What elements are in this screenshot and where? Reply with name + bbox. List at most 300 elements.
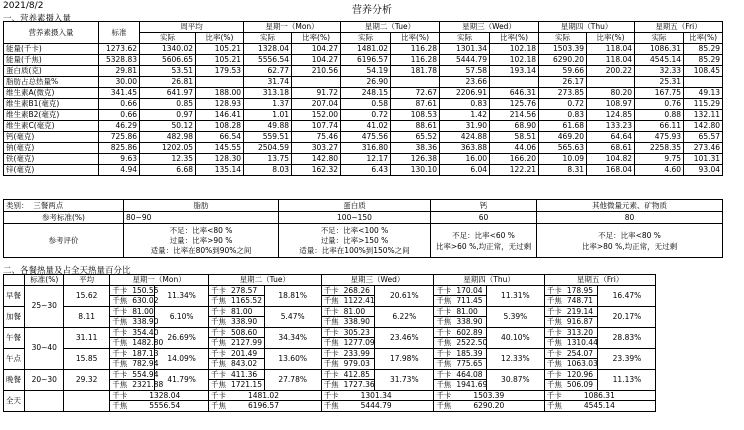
kj-value <box>544 338 598 349</box>
kcal-number: 602.89 <box>456 327 483 337</box>
actual-value: 248.15 <box>341 88 391 99</box>
unit-kj: 千焦 <box>546 401 562 410</box>
kcal-number: 1301.34 <box>360 390 392 400</box>
kj-number: 2321.88 <box>132 380 164 389</box>
kj-number: 1063.03 <box>566 359 598 368</box>
unit-kj: 千焦 <box>436 359 452 368</box>
ratio-value: 116.28 <box>391 44 440 55</box>
other-minerals-header: 其他微量元素、矿物质 <box>537 200 723 212</box>
kj-number: 1277.09 <box>343 338 375 347</box>
unit-kj: 千焦 <box>546 317 562 326</box>
ratio-value: 116.28 <box>391 55 440 66</box>
ratio-value: 188.00 <box>196 88 244 99</box>
unit-kcal: 千卡 <box>436 285 452 295</box>
standard-value: 46.29 <box>99 121 140 132</box>
actual-value: 0.97 <box>140 110 196 121</box>
kcal-number: 185.39 <box>456 348 483 358</box>
kj-number: 338.90 <box>132 317 159 326</box>
nutrient-name: 维生素C(毫克) <box>4 121 99 132</box>
kj-value <box>434 317 487 328</box>
standard-value: 5328.83 <box>99 55 140 66</box>
meal-header <box>4 275 25 286</box>
actual-value: 1202.05 <box>140 143 196 154</box>
actual-value: 0.72 <box>539 99 587 110</box>
unit-kj: 千焦 <box>210 359 226 368</box>
ratio-value: 72.67 <box>391 88 440 99</box>
evaluation-meal: 不足：比率<80 % 过量：比率>90 % 适量：比率在80%到90%之间 <box>124 224 279 258</box>
table-row <box>4 348 722 359</box>
actual-value: 23.66 <box>440 77 490 88</box>
kcal-value <box>110 348 159 359</box>
table-row <box>4 154 723 165</box>
standard-header: 标准 <box>99 22 140 44</box>
meal-average: 15.62 <box>64 285 110 306</box>
kcal-value <box>321 348 375 359</box>
percent-value: 6.10% <box>155 306 209 327</box>
table-row <box>4 285 722 296</box>
ratio-value <box>684 77 723 88</box>
nutrient-name: 钙(毫克) <box>4 132 99 143</box>
ratio-value: 85.29 <box>684 55 723 66</box>
unit-kj: 千焦 <box>546 380 562 389</box>
table-header-row <box>4 275 722 286</box>
kj-value <box>110 380 164 391</box>
actual-value: 5606.65 <box>140 55 196 66</box>
unit-kcal: 千卡 <box>112 390 128 400</box>
kcal-number: 81.00 <box>132 306 154 316</box>
ratio-value: 145.55 <box>196 143 244 154</box>
meal-average: 31.11 <box>64 327 110 348</box>
meal-average: 29.32 <box>64 369 110 390</box>
ratio-value: 105.21 <box>196 55 244 66</box>
reference-protein: 100~150 <box>279 212 431 224</box>
table-row <box>4 165 723 176</box>
unit-kj: 千焦 <box>112 380 128 389</box>
table-row <box>4 110 723 121</box>
nutrient-name: 维生素A(微克) <box>4 88 99 99</box>
calcium-header: 钙 <box>431 200 537 212</box>
ratio-value: 104.82 <box>587 154 635 165</box>
actual-value: 50.12 <box>140 121 196 132</box>
ratio-value: 38.36 <box>391 143 440 154</box>
unit-kcal: 千卡 <box>112 285 128 295</box>
ratio-value: 168.04 <box>587 165 635 176</box>
actual-value: 1328.04 <box>244 44 292 55</box>
unit-kj: 千焦 <box>112 296 128 305</box>
day-header: 星期三（Wed） <box>440 22 539 33</box>
actual-header: 实际 <box>140 33 196 44</box>
kcal-number: 150.55 <box>132 285 159 295</box>
nutrient-name: 维生素B1(毫克) <box>4 99 99 110</box>
ratio-value: 65.57 <box>684 132 723 143</box>
kcal-value <box>208 348 264 359</box>
actual-value: 0.85 <box>140 99 196 110</box>
unit-kcal: 千卡 <box>546 348 562 358</box>
kcal-number: 81.00 <box>456 306 478 316</box>
standard-value: 825.86 <box>99 143 140 154</box>
ratio-value: 65.52 <box>391 132 440 143</box>
kj-value <box>208 401 321 412</box>
kj-number: 1727.36 <box>343 380 375 389</box>
ratio-value: 102.18 <box>490 44 539 55</box>
day-header: 周平均 <box>140 22 244 33</box>
kj-number: 1721.15 <box>230 380 262 389</box>
actual-value: 0.58 <box>341 99 391 110</box>
ratio-value: 125.76 <box>490 99 539 110</box>
kcal-number: 508.60 <box>230 327 258 337</box>
day-header: 星期二（Tue） <box>341 22 440 33</box>
actual-value: 482.98 <box>140 132 196 143</box>
kcal-value <box>110 285 159 296</box>
unit-kj: 千焦 <box>323 296 339 305</box>
kcal-number: 305.23 <box>343 327 370 337</box>
reference-standards-table <box>3 199 723 258</box>
actual-value: 469.20 <box>539 132 587 143</box>
kj-number: 5556.54 <box>149 401 181 410</box>
actual-value: 2504.59 <box>244 143 292 154</box>
unit-kcal: 千卡 <box>436 390 452 400</box>
actual-value: 1503.39 <box>539 44 587 55</box>
actual-value: 49.88 <box>244 121 292 132</box>
actual-value: 25.31 <box>635 77 684 88</box>
kj-value <box>110 401 209 412</box>
ratio-value <box>196 77 244 88</box>
table-row <box>4 306 722 317</box>
kcal-value <box>321 369 375 380</box>
percent-value: 13.60% <box>264 348 321 369</box>
day-header: 星期四（Thu） <box>539 22 635 33</box>
unit-kj: 千焦 <box>112 401 128 410</box>
unit-kcal: 千卡 <box>436 369 452 379</box>
meal-name: 晚餐 <box>4 369 25 390</box>
ratio-header: 比率(%) <box>684 33 723 44</box>
kj-number: 916.87 <box>566 317 594 326</box>
kcal-value <box>544 285 598 296</box>
ratio-value: 88.61 <box>391 121 440 132</box>
ratio-value: 115.29 <box>684 99 723 110</box>
ratio-header: 比率(%) <box>292 33 341 44</box>
report-title: 营养分析 <box>352 5 392 16</box>
standard-header: 标准(%) <box>25 275 64 286</box>
ratio-value: 162.32 <box>292 165 341 176</box>
kj-number: 2127.99 <box>230 338 262 347</box>
unit-kcal: 千卡 <box>323 327 339 337</box>
kcal-value <box>208 327 264 338</box>
kcal-number: 554.94 <box>132 369 159 379</box>
percent-value: 12.33% <box>486 348 544 369</box>
actual-header: 实际 <box>440 33 490 44</box>
kcal-number: 278.57 <box>230 285 258 295</box>
ratio-value: 200.22 <box>587 66 635 77</box>
ratio-value: 142.80 <box>684 121 723 132</box>
unit-kcal: 千卡 <box>210 306 226 316</box>
percent-value: 16.47% <box>598 285 656 306</box>
actual-header: 实际 <box>244 33 292 44</box>
actual-value: 62.77 <box>244 66 292 77</box>
ratio-value: 135.14 <box>196 165 244 176</box>
actual-value: 363.88 <box>440 143 490 154</box>
kj-value <box>321 338 375 349</box>
kj-number: 775.65 <box>456 359 483 368</box>
ratio-value: 101.31 <box>684 154 723 165</box>
actual-value: 1086.31 <box>635 44 684 55</box>
percent-value: 23.46% <box>375 327 434 348</box>
unit-kcal: 千卡 <box>323 348 339 358</box>
unit-kcal: 千卡 <box>323 285 339 295</box>
standard-value: 1273.62 <box>99 44 140 55</box>
kj-value <box>321 401 434 412</box>
total-average <box>64 390 110 411</box>
actual-value: 475.56 <box>341 132 391 143</box>
kj-value <box>110 359 159 370</box>
reference-meal: 80~90 <box>124 212 279 224</box>
actual-value: 31.90 <box>440 121 490 132</box>
actual-header: 实际 <box>341 33 391 44</box>
kj-value <box>434 380 487 391</box>
ratio-value: 91.72 <box>292 88 341 99</box>
total-row <box>4 401 722 412</box>
kj-value <box>208 338 264 349</box>
table-row <box>4 99 723 110</box>
unit-kj: 千焦 <box>436 296 452 305</box>
ratio-value <box>292 77 341 88</box>
kj-value <box>321 359 375 370</box>
ratio-value: 49.13 <box>684 88 723 99</box>
unit-kcal: 千卡 <box>112 348 128 358</box>
kcal-number: 254.07 <box>566 348 594 358</box>
actual-value: 6290.20 <box>539 55 587 66</box>
kj-value <box>110 296 159 307</box>
standard-value: 341.45 <box>99 88 140 99</box>
table-row <box>4 55 723 66</box>
kj-number: 4545.14 <box>583 401 615 410</box>
nutrient-name: 锌(毫克) <box>4 165 99 176</box>
meal-standard: 20~30 <box>25 369 64 390</box>
meal-average: 15.85 <box>64 348 110 369</box>
evaluation-protein: 不足：比率<100 % 过量：比率>150 % 适量：比率在100%到150%之间 <box>279 224 431 258</box>
kj-value <box>544 401 656 412</box>
kcal-number: 187.13 <box>132 348 159 358</box>
ratio-value: 108.28 <box>196 121 244 132</box>
kj-value <box>544 317 598 328</box>
percent-value: 27.78% <box>264 369 321 390</box>
ratio-header: 比率(%) <box>391 33 440 44</box>
kcal-value <box>110 306 155 317</box>
kcal-number: 201.49 <box>230 348 258 358</box>
ratio-value: 104.27 <box>292 44 341 55</box>
nutrient-name: 钠(毫克) <box>4 143 99 154</box>
unit-kcal: 千卡 <box>112 306 128 316</box>
kcal-number: 313.20 <box>566 327 594 337</box>
kj-value <box>321 317 375 328</box>
meal-name: 午点 <box>4 348 25 369</box>
percent-value: 28.83% <box>598 327 656 348</box>
actual-value: 5556.54 <box>244 55 292 66</box>
unit-kcal: 千卡 <box>210 348 226 358</box>
kcal-value <box>434 306 487 317</box>
standard-value: 9.63 <box>99 154 140 165</box>
kj-number: 2522.50 <box>456 338 488 347</box>
actual-value: 0.83 <box>539 110 587 121</box>
actual-value: 424.88 <box>440 132 490 143</box>
ratio-value: 124.85 <box>587 110 635 121</box>
actual-value: 565.63 <box>539 143 587 154</box>
percent-value: 20.17% <box>598 306 656 327</box>
actual-value: 10.09 <box>539 154 587 165</box>
kj-number: 6290.20 <box>473 401 505 410</box>
percent-value: 41.79% <box>155 369 209 390</box>
unit-kj: 千焦 <box>112 338 128 347</box>
ratio-value: 108.97 <box>587 99 635 110</box>
ratio-value: 58.51 <box>490 132 539 143</box>
unit-kj: 千焦 <box>546 359 562 368</box>
ratio-value: 179.53 <box>196 66 244 77</box>
kcal-number: 268.26 <box>343 285 370 295</box>
percent-value: 5.39% <box>486 306 544 327</box>
meal-energy-table <box>3 274 722 412</box>
actual-value: 8.31 <box>539 165 587 176</box>
actual-value: 316.80 <box>341 143 391 154</box>
percent-value: 11.13% <box>598 369 656 390</box>
actual-value: 54.19 <box>341 66 391 77</box>
ratio-value: 85.29 <box>684 44 723 55</box>
day-header: 星期三（Wed） <box>321 275 434 286</box>
unit-kj: 千焦 <box>323 338 339 347</box>
ratio-value: 105.21 <box>196 44 244 55</box>
kj-number: 630.02 <box>132 296 159 305</box>
kj-value <box>208 359 264 370</box>
actual-value: 0.83 <box>440 99 490 110</box>
kj-number: 1310.44 <box>566 338 598 347</box>
reference-other: 80 <box>537 212 723 224</box>
ratio-value <box>391 77 440 88</box>
kcal-value <box>434 348 487 359</box>
kcal-value <box>321 306 375 317</box>
ratio-header: 比率(%) <box>587 33 635 44</box>
meal-name: 午餐 <box>4 327 25 348</box>
meal-standard: 30~40 <box>25 327 64 369</box>
percent-value: 40.10% <box>486 327 544 348</box>
kj-number: 748.71 <box>566 296 594 305</box>
kj-number: 506.09 <box>566 380 594 389</box>
ratio-value: 210.56 <box>292 66 341 77</box>
actual-value: 12.17 <box>341 154 391 165</box>
kj-number: 1941.69 <box>456 380 488 389</box>
kj-value <box>544 359 598 370</box>
ratio-value: 133.23 <box>587 121 635 132</box>
kcal-value <box>544 348 598 359</box>
table-row <box>4 88 723 99</box>
actual-value: 59.66 <box>539 66 587 77</box>
percent-value: 11.31% <box>486 285 544 306</box>
ratio-value: 132.11 <box>684 110 723 121</box>
ratio-value: 130.10 <box>391 165 440 176</box>
meal-standard: 25~30 <box>25 285 64 327</box>
kcal-number: 81.00 <box>230 306 253 316</box>
ratio-header: 比率(%) <box>490 33 539 44</box>
unit-kcal: 千卡 <box>436 306 452 316</box>
table-row <box>4 327 722 338</box>
kj-number: 6196.57 <box>247 401 279 410</box>
kcal-value <box>544 390 656 401</box>
unit-kj: 千焦 <box>323 317 339 326</box>
ratio-value: 87.61 <box>391 99 440 110</box>
three-meals-label: 三餐两点 <box>33 201 64 210</box>
ratio-value: 68.90 <box>490 121 539 132</box>
actual-value: 641.97 <box>140 88 196 99</box>
unit-kcal: 千卡 <box>546 306 562 316</box>
ratio-value: 142.80 <box>292 154 341 165</box>
kj-value <box>208 296 264 307</box>
table-row <box>4 77 723 88</box>
table-row <box>4 121 723 132</box>
actual-value: 4545.14 <box>635 55 684 66</box>
unit-kj: 千焦 <box>210 380 226 389</box>
ratio-value: 303.27 <box>292 143 341 154</box>
percent-value: 18.81% <box>264 285 321 306</box>
actual-header: 实际 <box>635 33 684 44</box>
actual-value: 57.58 <box>440 66 490 77</box>
ratio-value: 107.74 <box>292 121 341 132</box>
fat-header: 脂肪 <box>124 200 279 212</box>
unit-kcal: 千卡 <box>323 390 339 400</box>
unit-kj: 千焦 <box>323 401 339 410</box>
section-nutrient-intake: 一、营养素摄入量 <box>3 14 72 24</box>
unit-kj: 千焦 <box>112 317 128 326</box>
ratio-header: 比率(%) <box>196 33 244 44</box>
percent-value: 14.09% <box>155 348 209 369</box>
percent-value: 34.34% <box>264 327 321 348</box>
actual-value: 0.72 <box>341 110 391 121</box>
ratio-value <box>587 77 635 88</box>
kcal-number: 120.96 <box>566 369 594 379</box>
ratio-value: 64.64 <box>587 132 635 143</box>
meal-average: 8.11 <box>64 306 110 327</box>
kj-number: 5444.79 <box>360 401 392 410</box>
actual-value: 6.43 <box>341 165 391 176</box>
actual-value: 475.93 <box>635 132 684 143</box>
kcal-number: 170.04 <box>456 285 483 295</box>
actual-value: 1.37 <box>244 99 292 110</box>
ratio-value: 118.04 <box>587 44 635 55</box>
ratio-value: 126.38 <box>391 154 440 165</box>
ratio-value: 193.14 <box>490 66 539 77</box>
actual-value: 167.75 <box>635 88 684 99</box>
kcal-number: 178.95 <box>566 285 594 295</box>
actual-value: 26.90 <box>341 77 391 88</box>
day-header: 星期二（Tue） <box>208 275 321 286</box>
day-header: 星期五（Fri） <box>544 275 656 286</box>
percent-value: 6.22% <box>375 306 434 327</box>
actual-value: 9.75 <box>635 154 684 165</box>
kj-number: 1122.41 <box>343 296 375 305</box>
ratio-value: 80.20 <box>587 88 635 99</box>
unit-kj: 千焦 <box>112 359 128 368</box>
actual-value: 1340.02 <box>140 44 196 55</box>
actual-value: 66.11 <box>635 121 684 132</box>
actual-value: 559.51 <box>244 132 292 143</box>
kj-number: 782.94 <box>132 359 159 368</box>
day-header: 星期一（Mon） <box>244 22 341 33</box>
unit-kj: 千焦 <box>436 380 452 389</box>
actual-value: 31.74 <box>244 77 292 88</box>
actual-value: 313.18 <box>244 88 292 99</box>
table-row <box>4 66 723 77</box>
ratio-value: 128.30 <box>196 154 244 165</box>
total-standard <box>25 390 64 411</box>
percent-value: 20.61% <box>375 285 434 306</box>
kcal-value <box>321 390 434 401</box>
